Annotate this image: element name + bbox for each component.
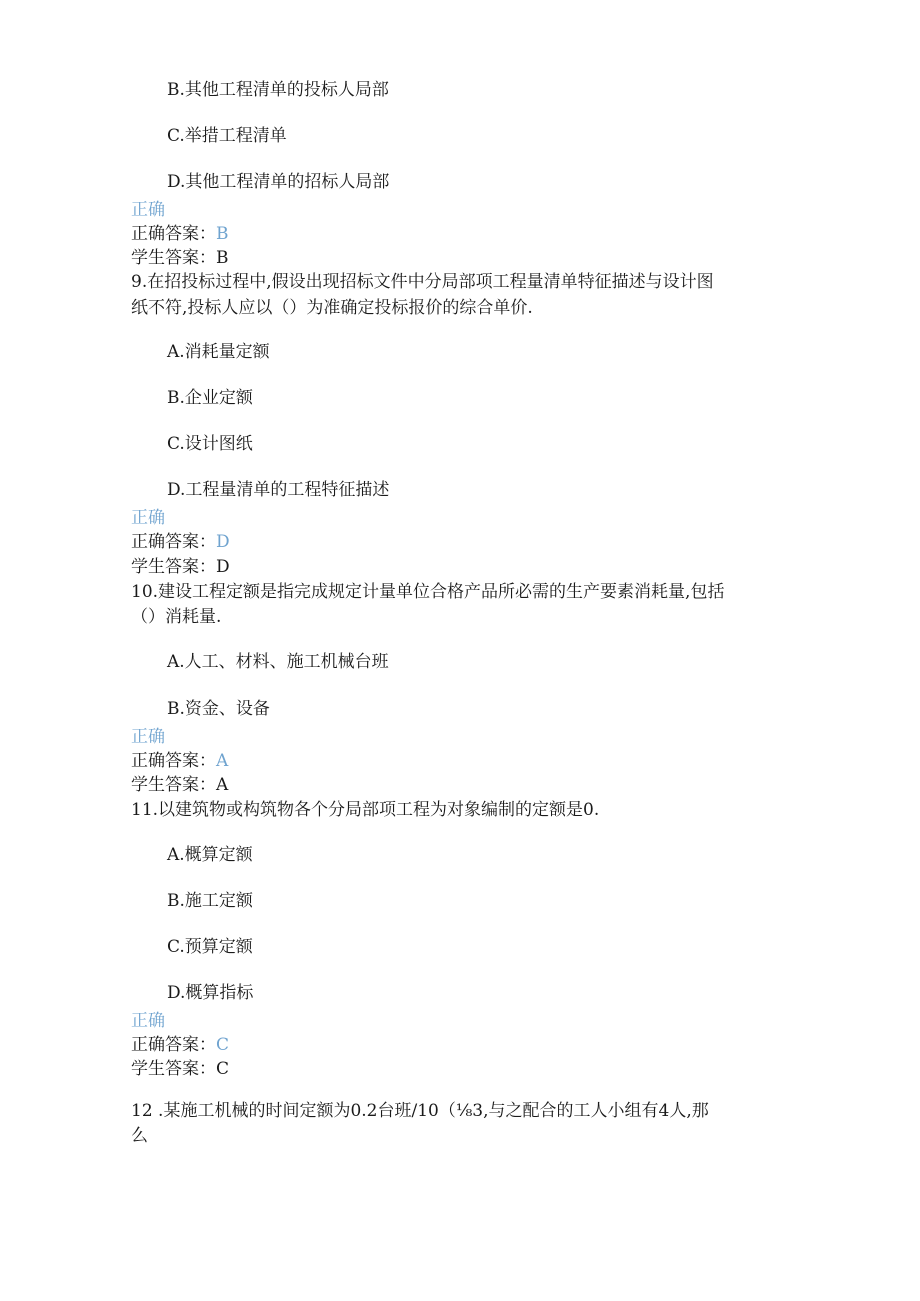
correct-answer: 正确答案：A <box>131 751 229 771</box>
option-c: C.举措工程清单 <box>167 126 287 146</box>
option-a: A.消耗量定额 <box>167 342 270 362</box>
option-d: D.其他工程清单的招标人局部 <box>167 172 390 192</box>
option-d: D.工程量清单的工程特征描述 <box>167 480 390 500</box>
option-c: C.预算定额 <box>167 937 253 957</box>
option-c: C.设计图纸 <box>167 434 253 454</box>
question-12-text-cont: 么 <box>131 1126 148 1146</box>
question-9-text-cont: 纸不符,投标人应以（）为准确定投标报价的综合单价. <box>131 298 533 318</box>
student-answer: 学生答案：D <box>131 557 230 577</box>
student-answer: 学生答案：C <box>131 1059 230 1079</box>
question-10-text: 10.建设工程定额是指完成规定计量单位合格产品所必需的生产要素消耗量,包括 <box>131 582 725 602</box>
option-a: A.人工、材料、施工机械台班 <box>167 652 389 672</box>
result-status: 正确 <box>131 727 165 747</box>
option-b: B.施工定额 <box>167 891 253 911</box>
question-11-text: 11.以建筑物或构筑物各个分局部项工程为对象编制的定额是0. <box>131 800 600 820</box>
option-d: D.概算指标 <box>167 983 254 1003</box>
correct-answer: 正确答案：C <box>131 1035 230 1055</box>
option-b: B.其他工程清单的投标人局部 <box>167 80 389 100</box>
result-status: 正确 <box>131 200 165 220</box>
result-status: 正确 <box>131 508 165 528</box>
correct-answer: 正确答案：B <box>131 224 229 244</box>
result-status: 正确 <box>131 1011 165 1031</box>
question-10-text-cont: （）消耗量. <box>131 607 222 627</box>
option-b: B.企业定额 <box>167 388 253 408</box>
option-a: A.概算定额 <box>167 845 253 865</box>
option-b: B.资金、设备 <box>167 699 270 719</box>
question-9-text: 9.在招投标过程中,假设出现招标文件中分局部项工程量清单特征描述与设计图 <box>131 272 714 292</box>
student-answer: 学生答案：B <box>131 248 229 268</box>
student-answer: 学生答案：A <box>131 775 229 795</box>
correct-answer: 正确答案：D <box>131 532 230 552</box>
question-12-text: 12 .某施工机械的时间定额为0.2台班/10（⅛3,与之配合的工人小组有4人,那 <box>131 1101 709 1121</box>
